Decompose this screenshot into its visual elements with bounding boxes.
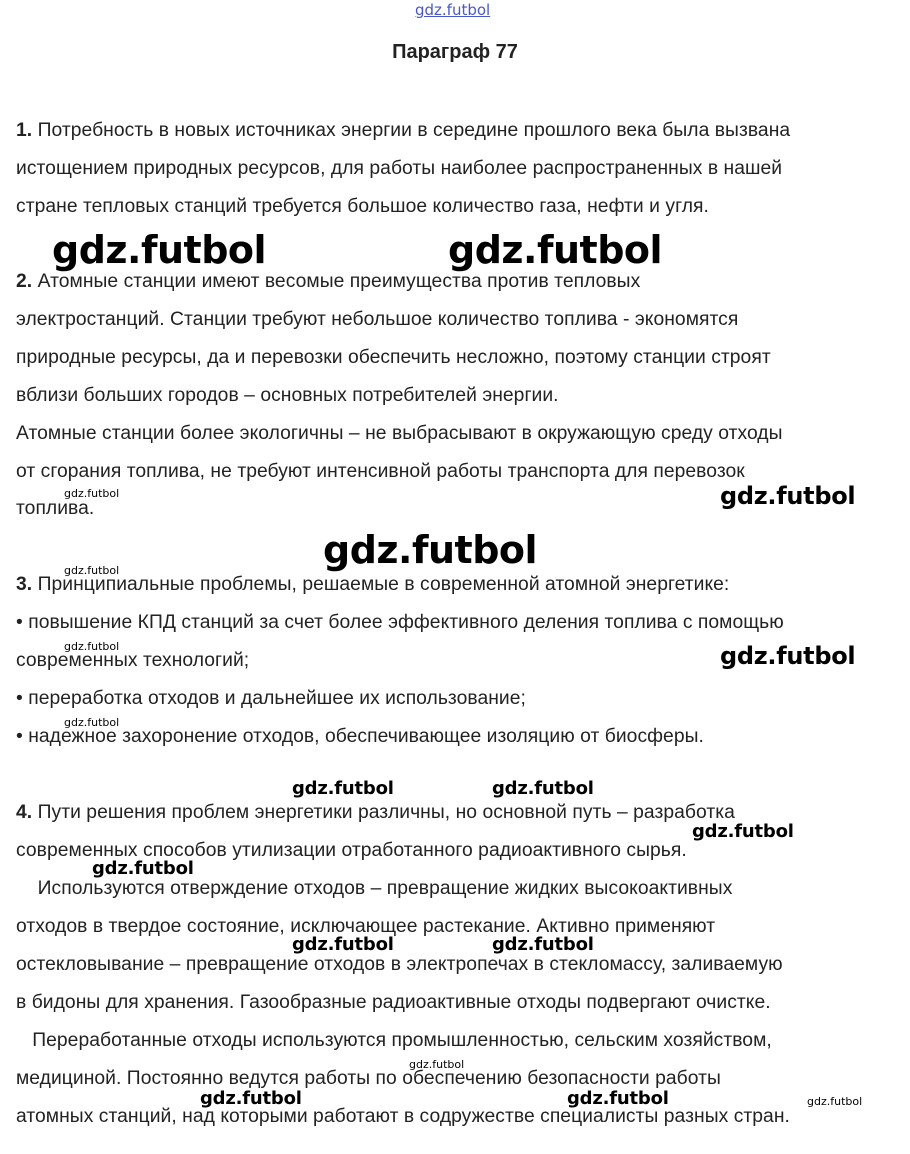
paragraph-3-line-3: современных технологий; [16, 650, 250, 671]
paragraph-4-line-7: Переработанные отходы используются промышленностью, сельским хозяйством, [16, 1030, 772, 1051]
paragraph-2-line-4: вблизи больших городов – основных потребителей энергии. [16, 385, 559, 406]
paragraph-2-line-7: топлива. [16, 498, 95, 519]
paragraph-3-line-1: 3. Принципиальные проблемы, решаемые в современной атомной энергетике: [16, 574, 730, 595]
watermark: gdz.futbol [64, 564, 120, 577]
paragraph-2-line-5: Атомные станции более экологичны – не выбрасывают в окружающую среду отходы [16, 423, 783, 444]
paragraph-4-line-9: атомных станций, над которыми работают в содружестве специалисты разных стран. [16, 1106, 790, 1127]
paragraph-4-line-5: остекловывание – превращение отходов в электропечах в стекломассу, заливаемую [16, 954, 783, 975]
paragraph-1-line-3: стране тепловых станций требуется большое количество газа, нефти и угля. [16, 196, 709, 217]
paragraph-3-number: 3. [16, 574, 33, 595]
paragraph-2-line-2: электростанций. Станции требуют небольшое количество топлива - экономятся [16, 309, 739, 330]
watermark: gdz.futbol [409, 1058, 465, 1071]
watermark: gdz.futbol [64, 716, 120, 729]
paragraph-3-line-5: • надежное захоронение отходов, обеспечивающее изоляцию от биосферы. [16, 726, 704, 747]
watermark: gdz.futbol [720, 642, 856, 670]
watermark: gdz.futbol [292, 778, 394, 799]
paragraph-4-number: 4. [16, 802, 33, 823]
watermark: gdz.futbol [567, 1088, 669, 1109]
paragraph-1-number: 1. [16, 120, 33, 141]
watermark: gdz.futbol [52, 228, 267, 272]
watermark: gdz.futbol [448, 228, 663, 272]
paragraph-3-line-4: • переработка отходов и дальнейшее их использование; [16, 688, 526, 709]
watermark: gdz.futbol [492, 778, 594, 799]
paragraph-4-line-6: в бидоны для хранения. Газообразные радиоактивные отходы подвергают очистке. [16, 992, 771, 1013]
paragraph-3-line-2: • повышение КПД станций за счет более эффективного деления топлива с помощью [16, 612, 784, 633]
watermark: gdz.futbol [92, 858, 194, 879]
paragraph-1-line-2: истощением природных ресурсов, для работы наиболее распространенных в нашей [16, 158, 783, 179]
paragraph-4-line-8: медициной. Постоянно ведутся работы по обеспечению безопасности работы [16, 1068, 721, 1089]
paragraph-2-number: 2. [16, 271, 33, 292]
watermark: gdz.futbol [292, 934, 394, 955]
paragraph-2-line-1: 2. Атомные станции имеют весомые преимущества против тепловых [16, 271, 641, 292]
watermark: gdz.futbol [720, 482, 856, 510]
paragraph-4-line-4: отходов в твердое состояние, исключающее растекание. Активно применяют [16, 916, 716, 937]
watermark: gdz.futbol [492, 934, 594, 955]
watermark: gdz.futbol [692, 821, 794, 842]
watermark: gdz.futbol [807, 1095, 863, 1108]
paragraph-1-line-1: 1. Потребность в новых источниках энергии в середине прошлого века была вызвана [16, 120, 791, 141]
paragraph-4-line-1: 4. Пути решения проблем энергетики различны, но основной путь – разработка [16, 802, 735, 823]
paragraph-2-line-6: от сгорания топлива, не требуют интенсивной работы транспорта для перевозок [16, 461, 745, 482]
watermark: gdz.futbol [64, 640, 120, 653]
page-title: Параграф 77 [392, 41, 518, 63]
watermark: gdz.futbol [64, 487, 120, 500]
watermark: gdz.futbol [200, 1088, 302, 1109]
paragraph-2-line-3: природные ресурсы, да и перевозки обеспечить несложно, поэтому станции строят [16, 347, 771, 368]
watermark-top-link: gdz.futbol [415, 1, 491, 19]
paragraph-4-line-2: современных способов утилизации отработанного радиоактивного сырья. [16, 840, 687, 861]
watermark: gdz.futbol [323, 528, 538, 572]
paragraph-4-line-3: Используются отверждение отходов – превращение жидких высокоактивных [16, 878, 733, 899]
